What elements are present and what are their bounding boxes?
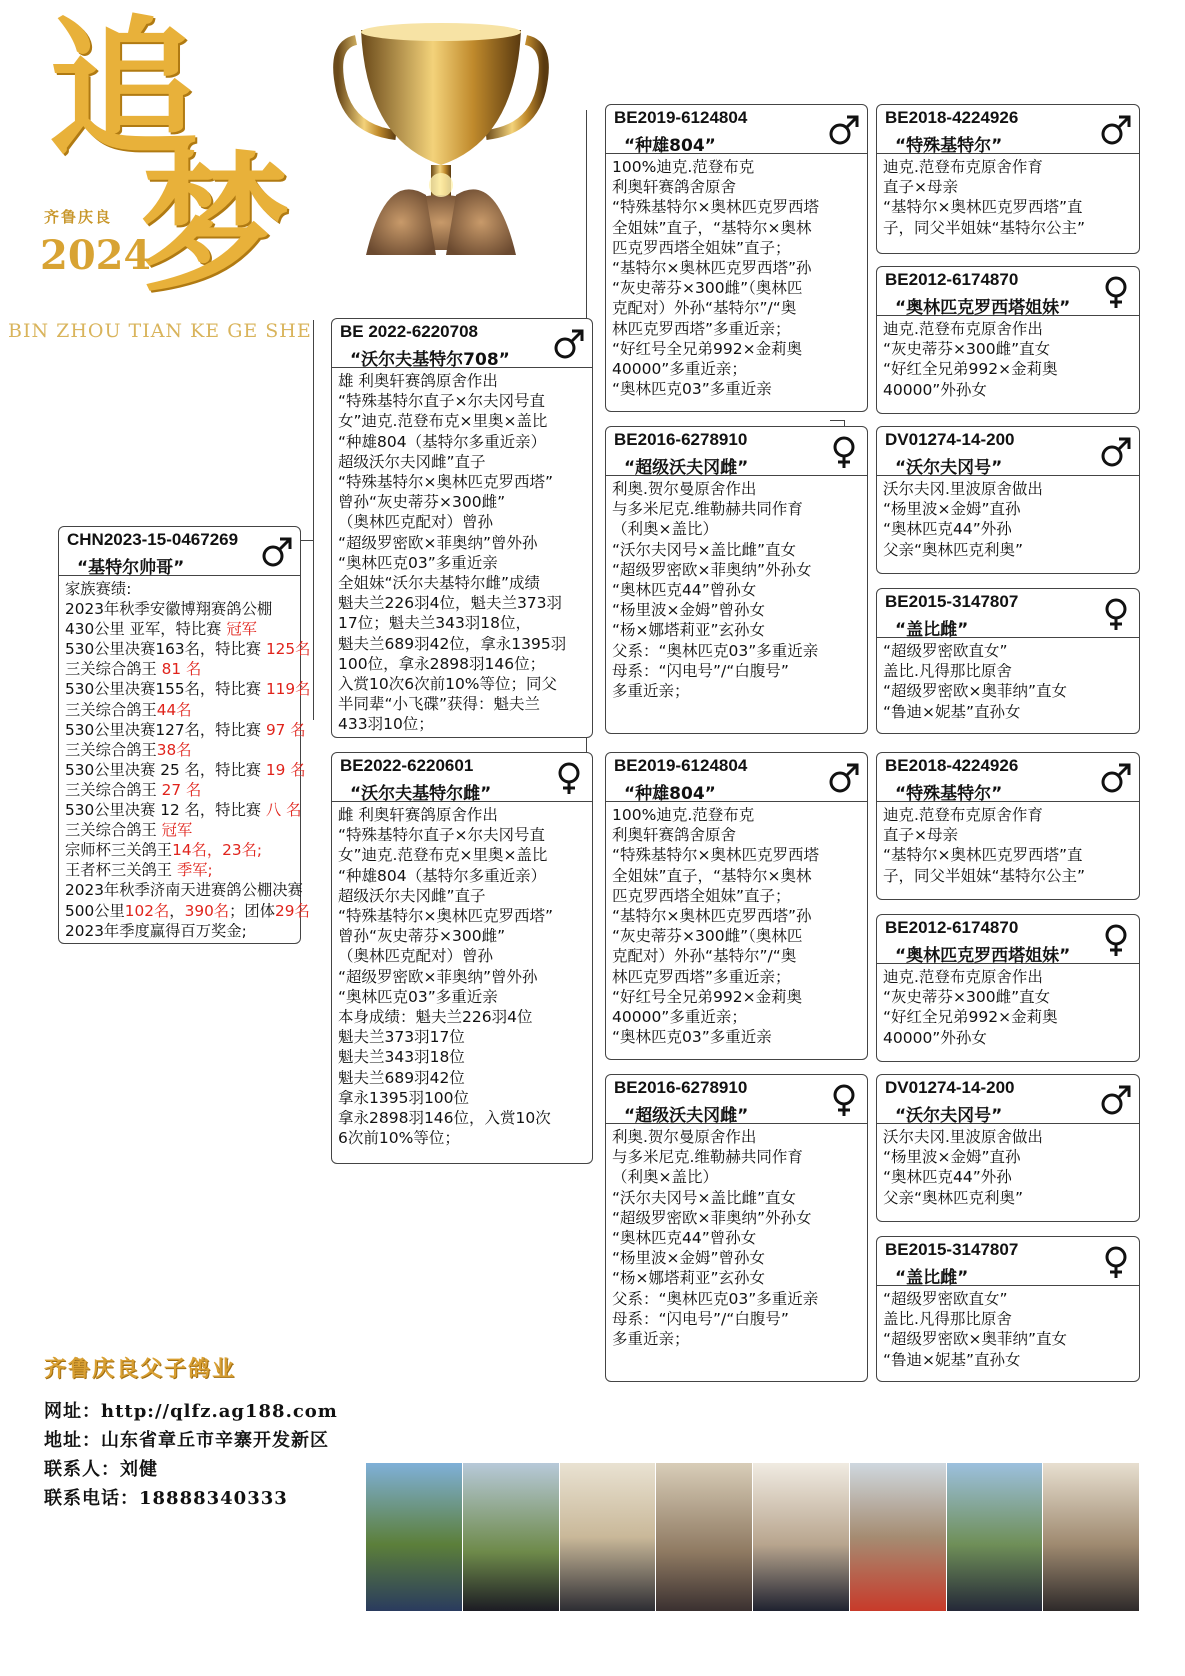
pedigree-notes: “超级罗密欧直女” 盖比.凡得那比原舍 “超级罗密欧×奥菲纳”直女 “鲁迪×妮基”直孙女: [883, 1290, 1068, 1369]
result-text: 王者杯三关鸽王: [65, 861, 177, 880]
ring-number: CHN2023-15-0467269: [67, 530, 239, 549]
ring-number: BE2018-4224926: [885, 108, 1019, 127]
result-text: 宗师杯三关鸽王: [65, 841, 173, 860]
pedigree-notes: 雄 利奥轩赛鸽原舍作出 “特殊基特尔直子×尔夫冈号直 女”迪克.范登布克×里奥×盖比 “种雄804（基特尔多重近亲） 超级沃尔夫冈雌”直子 “特殊基特尔×奥林匹克罗西塔” 曾孙“灰史蒂芬×300雌” （奥林匹克配对）曾孙 “超级罗密欧×菲奥纳”曾外孙 “奥林匹克03”多重近亲 全姐妹“沃尔夫基特尔雌”成绩 魁夫兰226羽4位，魁夫兰373羽 17位；魁夫兰343羽18位， 魁夫兰689羽42位，拿永1395羽 100位，拿永2898羽146位； 入赏10次6次前10%等位；同父 半同辈“小飞碟”获得：魁夫兰 433羽10位；: [338, 372, 567, 734]
female-symbol-icon: [552, 761, 586, 795]
pigeon-name: “奥林匹克罗西塔姐妹”: [895, 946, 1071, 966]
pigeon-name: “盖比雌”: [895, 620, 969, 640]
race-result-line: [65, 800, 302, 820]
ring-number: BE2012-6174870: [885, 918, 1019, 937]
race-result-line: [65, 901, 310, 921]
pigeon-name: “沃尔夫冈号”: [895, 1106, 1003, 1126]
result-text: ；团体: [229, 901, 276, 920]
female-symbol-icon: [1099, 597, 1133, 631]
subject-pigeon-card: [58, 526, 311, 944]
address-line: 地址：山东省章丘市辛寨开发新区: [44, 1430, 329, 1451]
pedigree-notes: 利奥.贺尔曼原舍作出 与多米尼克.维勒赫共同作育 （利奥×盖比） “沃尔夫冈号×盖比雌”直女 “超级罗密欧×菲奥纳”外孙女 “奥林匹克44”曾孙女 “杨里波×金姆”曾孙女 “杨×娜塔莉亚”玄孙女 父系：“奥林匹克03”多重近亲 母系：“闪电号”/“白腹号” 多重近亲；: [612, 480, 819, 701]
pedigree-notes: 迪克.范登布克原舍作出 “灰史蒂芬×300雌”直女 “好红全兄弟992×金莉奥 40000”外孙女: [883, 968, 1058, 1047]
result-text: 530公里决赛127名，特比赛: [65, 720, 266, 739]
result-rank: 125名: [265, 640, 311, 659]
result-text: 500公里: [65, 901, 125, 920]
ring-number: DV01274-14-200: [885, 1078, 1015, 1097]
pigeon-name: “盖比雌”: [895, 1268, 969, 1288]
race-result-line: [65, 860, 294, 880]
ring-number: BE2012-6174870: [885, 270, 1019, 289]
company-name: 齐鲁庆良父子鸽业: [44, 1357, 237, 1382]
great-grandsire-card: [876, 104, 1140, 254]
race-result-line: [65, 720, 306, 740]
photo: [463, 1463, 560, 1611]
photo: [1043, 1463, 1140, 1611]
website-line: 网址：http://qlfz.ag188.com: [44, 1401, 338, 1422]
result-text: 530公里决赛 25 名，特比赛: [65, 760, 266, 779]
pigeon-name: “奥林匹克罗西塔姐妹”: [895, 298, 1071, 318]
pigeon-name: “超级沃夫冈雌”: [624, 1106, 749, 1126]
grandsire-card: [605, 752, 868, 1060]
great-granddam-card: [876, 914, 1140, 1062]
result-text: ，: [169, 901, 185, 920]
logo-char-meng: 梦: [140, 137, 291, 313]
ring-number: BE2018-4224926: [885, 756, 1019, 775]
result-text: 2023年秋季安徽博翔赛鸽公棚: [65, 600, 273, 619]
female-symbol-icon: [1099, 275, 1133, 309]
male-symbol-icon: [1099, 1083, 1133, 1117]
race-result-line: [65, 880, 303, 900]
male-symbol-icon: [827, 761, 861, 795]
ring-number: BE2015-3147807: [885, 1240, 1019, 1259]
male-symbol-icon: [1099, 761, 1133, 795]
race-result-line: [65, 840, 294, 860]
female-symbol-icon: [1099, 1245, 1133, 1279]
pedigree-notes: 雌 利奥轩赛鸽原舍作出 “特殊基特尔直子×尔夫冈号直 女”迪克.范登布克×里奥×盖比 “种雄804（基特尔多重近亲） 超级沃尔夫冈雌”直子 “特殊基特尔×奥林匹克罗西塔” 曾孙“灰史蒂芬×300雌” （奥林匹克配对）曾孙 “超级罗密欧×菲奥纳”曾外孙 “奥林匹克03”多重近亲 本身成绩：魁夫兰226羽4位 魁夫兰373羽17位 魁夫兰343羽18位 魁夫兰689羽42位 拿永1395羽100位 拿永2898羽146位，入赏10次 6次前10%等位；: [338, 806, 554, 1148]
result-text: 三关综合鸽王: [65, 700, 157, 719]
result-rank: 390名: [184, 901, 230, 920]
family-results-heading: 家族赛绩:: [65, 580, 132, 598]
race-result-line: [65, 820, 294, 840]
great-granddam-card: [876, 1236, 1140, 1382]
pedigree-notes: 迪克.范登布克原舍作育 直子×母亲 “基特尔×奥林匹克罗西塔”直 子，同父半姐妹“基特尔公主”: [883, 158, 1086, 237]
race-result-line: [65, 599, 294, 619]
pigeon-name: “种雄804”: [624, 136, 716, 156]
result-text: 530公里决赛163名，特比赛: [65, 640, 266, 659]
contact-person-line: 联系人：刘健: [44, 1459, 158, 1480]
ring-number: BE2022-6220601: [340, 756, 474, 775]
granddam-card: [605, 426, 868, 734]
logo-char-zhui: 追: [48, 1, 199, 177]
photo: [366, 1463, 463, 1611]
photo: [947, 1463, 1044, 1611]
sire-card: [331, 318, 593, 738]
trophy-image: [326, 20, 556, 260]
ring-number: BE2016-6278910: [614, 1078, 748, 1097]
pedigree-notes: 沃尔夫冈.里波原舍做出 “杨里波×金姆”直孙 “奥林匹克44”外孙 父亲“奥林匹克利奥”: [883, 480, 1043, 559]
result-rank: 38名: [156, 740, 192, 759]
result-rank: 29名: [275, 901, 310, 920]
ring-number: BE2019-6124804: [614, 108, 748, 127]
result-rank: 81 名: [161, 660, 202, 679]
result-text: 2023年秋季济南天进赛鸽公棚决赛: [65, 881, 303, 900]
result-text: 530公里决赛155名，特比赛: [65, 680, 266, 699]
female-symbol-icon: [827, 1083, 861, 1117]
result-text: 430公里 亚军，特比赛: [65, 620, 227, 639]
race-result-line: [65, 679, 311, 699]
female-symbol-icon: [827, 435, 861, 469]
race-result-line: [65, 659, 294, 679]
race-result-line: [65, 700, 294, 720]
race-result-line: [65, 780, 294, 800]
pedigree-notes: “超级罗密欧直女” 盖比.凡得那比原舍 “超级罗密欧×奥菲纳”直女 “鲁迪×妮基”直孙女: [883, 642, 1068, 721]
result-rank: 19 名: [265, 760, 306, 779]
male-symbol-icon: [827, 113, 861, 147]
pigeon-name: “特殊基特尔”: [895, 784, 1003, 804]
race-result-line: [65, 760, 306, 780]
great-granddam-card: [876, 266, 1140, 414]
logo-brand-small: 齐鲁庆良: [44, 208, 113, 226]
male-symbol-icon: [260, 535, 294, 569]
result-rank: 冠军: [226, 620, 257, 639]
result-rank: 冠军: [161, 821, 193, 840]
pedigree-notes: 100%迪克.范登布克 利奥轩赛鸽舍原舍 “特殊基特尔×奥林匹克罗西塔 全姐妹”直子，“基特尔×奥林 匹克罗西塔全姐妹”直子； “基特尔×奥林匹克罗西塔”孙 “灰史蒂芬×300雌”（奥林匹 克配对）外孙“基特尔”/“奥 林匹克罗西塔”多重近亲； “好红号全兄弟992×金莉奥 40000”多重近亲； “奥林匹克03”多重近亲: [612, 806, 820, 1047]
photo-strip: [366, 1463, 1140, 1611]
result-text: 2023年季度赢得百万奖金;: [65, 921, 247, 940]
pigeon-name: “特殊基特尔”: [895, 136, 1003, 156]
ring-number: BE2019-6124804: [614, 756, 748, 775]
male-symbol-icon: [1099, 435, 1133, 469]
race-result-line: [65, 619, 294, 639]
result-text: 三关综合鸽王: [65, 740, 157, 759]
result-rank: 102名: [124, 901, 170, 920]
pedigree-notes: 100%迪克.范登布克 利奥轩赛鸽舍原舍 “特殊基特尔×奥林匹克罗西塔 全姐妹”直子，“基特尔×奥林 匹克罗西塔全姐妹”直子； “基特尔×奥林匹克罗西塔”孙 “灰史蒂芬×300雌”（奥林匹 克配对）外孙“基特尔”/“奥 林匹克罗西塔”多重近亲； “好红号全兄弟992×金莉奥 40000”多重近亲； “奥林匹克03”多重近亲: [612, 158, 820, 399]
result-rank: 季军;: [176, 861, 213, 880]
great-grandsire-card: [876, 752, 1140, 900]
brand-logo: [0, 0, 330, 350]
result-rank: 44名: [156, 700, 192, 719]
ring-number: BE 2022-6220708: [340, 322, 479, 341]
pigeon-name: “沃尔夫冈号”: [895, 458, 1003, 478]
great-granddam-card: [876, 588, 1140, 734]
result-text: 三关综合鸽王: [65, 780, 162, 799]
race-result-line: [65, 921, 294, 941]
pedigree-notes: 迪克.范登布克原舍作育 直子×母亲 “基特尔×奥林匹克罗西塔”直 子，同父半姐妹“基特尔公主”: [883, 806, 1086, 885]
result-rank: 119名: [265, 680, 311, 699]
female-symbol-icon: [1099, 923, 1133, 957]
pigeon-name: “超级沃夫冈雌”: [624, 458, 749, 478]
ring-number: DV01274-14-200: [885, 430, 1015, 449]
pigeon-name: “基特尔帅哥”: [77, 558, 185, 578]
phone-line: 联系电话：18888340333: [44, 1488, 288, 1509]
pedigree-notes: 沃尔夫冈.里波原舍做出 “杨里波×金姆”直孙 “奥林匹克44”外孙 父亲“奥林匹克利奥”: [883, 1128, 1043, 1207]
pedigree-notes: 迪克.范登布克原舍作出 “灰史蒂芬×300雌”直女 “好红全兄弟992×金莉奥 40000”外孙女: [883, 320, 1058, 399]
pigeon-name: “沃尔夫基特尔708”: [350, 350, 510, 370]
pigeon-name: “沃尔夫基特尔雌”: [350, 784, 492, 804]
race-result-line: [65, 740, 294, 760]
result-rank: 97 名: [265, 720, 306, 739]
photo: [753, 1463, 850, 1611]
result-text: 530公里决赛 12 名，特比赛: [65, 801, 266, 820]
race-result-line: [65, 639, 311, 659]
logo-english: BIN ZHOU TIAN KE GE SHE: [8, 320, 312, 342]
great-grandsire-card: [876, 426, 1140, 574]
result-rank: 八 名: [265, 801, 302, 820]
result-rank: 27 名: [161, 780, 202, 799]
result-rank: 14名，23名;: [172, 841, 263, 860]
photo: [656, 1463, 753, 1611]
photo: [850, 1463, 947, 1611]
grandsire-card: [605, 104, 868, 412]
photo: [560, 1463, 657, 1611]
ring-number: BE2016-6278910: [614, 430, 748, 449]
result-text: 三关综合鸽王: [65, 660, 162, 679]
pedigree-notes: 利奥.贺尔曼原舍作出 与多米尼克.维勒赫共同作育 （利奥×盖比） “沃尔夫冈号×盖比雌”直女 “超级罗密欧×菲奥纳”外孙女 “奥林匹克44”曾孙女 “杨里波×金姆”曾孙女 “杨×娜塔莉亚”玄孙女 父系：“奥林匹克03”多重近亲 母系：“闪电号”/“白腹号” 多重近亲；: [612, 1128, 819, 1349]
pigeon-name: “种雄804”: [624, 784, 716, 804]
male-symbol-icon: [552, 327, 586, 361]
result-text: 三关综合鸽王: [65, 821, 162, 840]
great-grandsire-card: [876, 1074, 1140, 1222]
granddam-card: [605, 1074, 868, 1382]
logo-year: 2024: [40, 232, 152, 279]
male-symbol-icon: [1099, 113, 1133, 147]
dam-card: [331, 752, 593, 1164]
ring-number: BE2015-3147807: [885, 592, 1019, 611]
